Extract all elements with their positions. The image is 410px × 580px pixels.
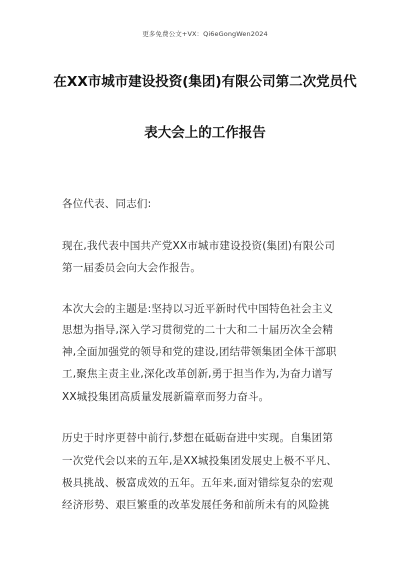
paragraph-3-line: 极具挑战、极富成效的五年。五年来,面对错综复杂的宏观 — [62, 477, 334, 489]
paragraph-1-line: 第一届委员会向大会作报告。 — [62, 262, 202, 274]
paragraph-3-line: 历史于时序更替中前行,梦想在砥砺奋进中实现。自集团第 — [62, 432, 334, 444]
salutation: 各位代表、同志们: — [62, 198, 152, 210]
document-title-line-2: 表大会上的工作报告 — [144, 125, 266, 141]
document-title-line-1: 在XX市城市建设投资(集团)有限公司第二次党员代 — [53, 74, 357, 90]
paragraph-2-line: XX城投集团高质量发展新篇章而努力奋斗。 — [62, 391, 270, 403]
paragraph-3-line: 经济形势、艰巨繁重的改革发展任务和前所未有的风险挑 — [62, 499, 330, 511]
paragraph-2-line: 本次大会的主题是:坚持以习近平新时代中国特色社会主义 — [62, 303, 334, 315]
paragraph-2-line: 神,全面加强党的领导和党的建设,团结带领集团全体干部职 — [62, 346, 337, 358]
paragraph-2-line: 工,聚焦主责主业,深化改革创新,勇于担当作为,为奋力谱写 — [62, 368, 333, 380]
paragraph-1-line: 现在,我代表中国共产党XX市城市建设投资(集团)有限公司 — [62, 240, 336, 252]
paragraph-2-line: 思想为指导,深入学习贯彻党的二十大和二十届历次全会精 — [62, 324, 334, 336]
paragraph-3-line: 一次党代会以来的五年,是XX城投集团发展史上极不平凡、 — [62, 455, 338, 467]
header-note: 更多免费公文+VX：Qi6eGongWen2024 — [142, 30, 268, 38]
